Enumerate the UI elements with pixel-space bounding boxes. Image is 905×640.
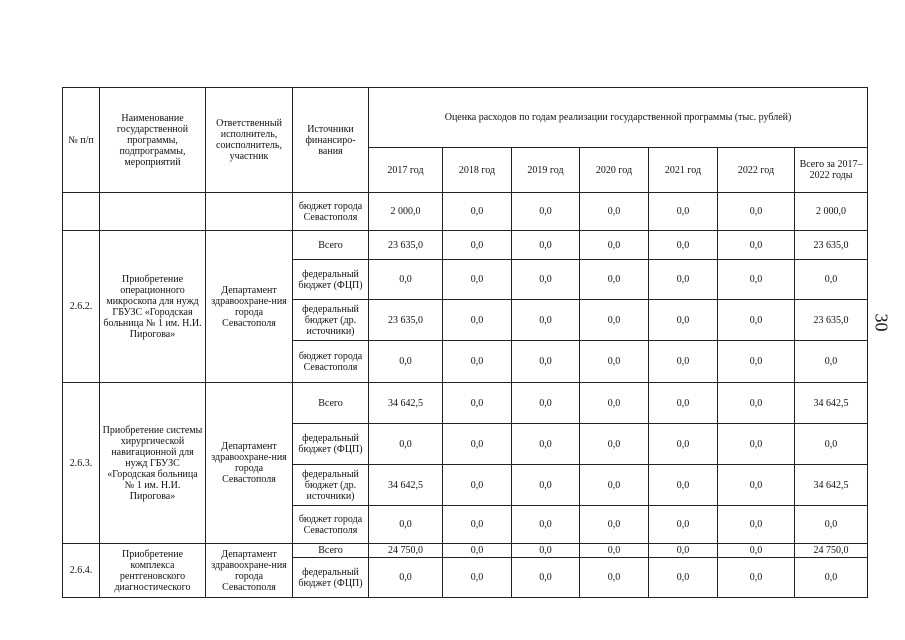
value-cell: 0,0 (649, 383, 718, 424)
source-cell: бюджет города Севастополя (293, 341, 369, 383)
value-cell: 0,0 (718, 465, 795, 506)
header-year: 2022 год (718, 148, 795, 193)
value-cell: 0,0 (580, 231, 649, 260)
value-cell: 0,0 (580, 300, 649, 341)
value-cell: 0,0 (649, 260, 718, 300)
header-name: Наименование государственной программы, подпрограммы, мероприятий (100, 88, 206, 193)
value-cell: 0,0 (512, 341, 580, 383)
value-cell: 23 635,0 (369, 231, 443, 260)
source-cell: федеральный бюджет (ФЦП) (293, 424, 369, 465)
value-cell: 0,0 (649, 424, 718, 465)
value-cell: 0,0 (443, 300, 512, 341)
value-cell: 0,0 (795, 260, 868, 300)
value-cell: 0,0 (580, 544, 649, 558)
header-year: 2021 год (649, 148, 718, 193)
value-cell: 0,0 (443, 341, 512, 383)
source-cell: Всего (293, 231, 369, 260)
table-row (63, 231, 868, 260)
value-cell: 0,0 (580, 465, 649, 506)
value-cell: 0,0 (580, 341, 649, 383)
value-cell: 0,0 (443, 424, 512, 465)
value-cell: 0,0 (443, 558, 512, 598)
value-cell: 0,0 (369, 424, 443, 465)
table-row (63, 383, 868, 424)
value-cell: 0,0 (443, 193, 512, 231)
value-cell: 0,0 (718, 300, 795, 341)
header-source: Источники финансиро-вания (293, 88, 369, 193)
value-cell: 0,0 (649, 231, 718, 260)
header-num: № п/п (63, 88, 100, 193)
value-cell: 0,0 (718, 544, 795, 558)
value-cell: 0,0 (580, 424, 649, 465)
responsible-cell: Департамент здравоохране-ния города Севастополя (206, 383, 293, 544)
value-cell: 34 642,5 (795, 383, 868, 424)
header-year: 2018 год (443, 148, 512, 193)
value-cell: 0,0 (443, 260, 512, 300)
value-cell: 0,0 (512, 424, 580, 465)
value-cell: 0,0 (580, 506, 649, 544)
value-cell: 0,0 (718, 383, 795, 424)
page-number: 30 (871, 313, 892, 332)
name-cell: Приобретение системы хирургической навигационной для нужд ГБУЗС «Городская больница № 1 им. Н.И. Пирогова» (100, 383, 206, 544)
value-cell: 0,0 (795, 558, 868, 598)
value-cell: 0,0 (512, 231, 580, 260)
value-cell: 0,0 (649, 193, 718, 231)
value-cell: 23 635,0 (369, 300, 443, 341)
header-responsible: Ответственный исполнитель, соисполнитель, участник (206, 88, 293, 193)
value-cell: 0,0 (649, 341, 718, 383)
value-cell: 0,0 (718, 506, 795, 544)
value-cell: 0,0 (649, 465, 718, 506)
source-cell: Всего (293, 383, 369, 424)
value-cell: 34 642,5 (795, 465, 868, 506)
table-row (63, 193, 868, 231)
source-cell: федеральный бюджет (др. источники) (293, 300, 369, 341)
value-cell: 34 642,5 (369, 383, 443, 424)
value-cell: 0,0 (580, 558, 649, 598)
value-cell: 0,0 (580, 193, 649, 231)
value-cell: 24 750,0 (369, 544, 443, 558)
value-cell: 0,0 (512, 558, 580, 598)
value-cell: 0,0 (512, 193, 580, 231)
budget-table (62, 87, 868, 598)
value-cell: 34 642,5 (369, 465, 443, 506)
header-year: 2019 год (512, 148, 580, 193)
value-cell: 0,0 (443, 506, 512, 544)
header-row (63, 88, 868, 148)
value-cell: 2 000,0 (795, 193, 868, 231)
value-cell: 0,0 (649, 300, 718, 341)
source-cell: бюджет города Севастополя (293, 193, 369, 231)
num-cell: 2.6.3. (63, 383, 100, 544)
value-cell: 0,0 (512, 300, 580, 341)
value-cell: 0,0 (718, 558, 795, 598)
value-cell: 0,0 (512, 506, 580, 544)
value-cell: 24 750,0 (795, 544, 868, 558)
value-cell: 0,0 (369, 506, 443, 544)
name-cell: Приобретение комплекса рентгеновского диагностического (100, 544, 206, 598)
value-cell: 0,0 (369, 341, 443, 383)
num-cell: 2.6.2. (63, 231, 100, 383)
source-cell: Всего (293, 544, 369, 558)
value-cell: 0,0 (512, 260, 580, 300)
value-cell: 23 635,0 (795, 231, 868, 260)
responsible-cell: Департамент здравоохране-ния города Севастополя (206, 544, 293, 598)
value-cell: 0,0 (369, 260, 443, 300)
value-cell: 0,0 (512, 383, 580, 424)
responsible-cell: Департамент здравоохране-ния города Севастополя (206, 231, 293, 383)
table-row (63, 544, 868, 558)
source-cell: бюджет города Севастополя (293, 506, 369, 544)
header-year: 2017 год (369, 148, 443, 193)
value-cell: 0,0 (795, 341, 868, 383)
source-cell: федеральный бюджет (др. источники) (293, 465, 369, 506)
header-year: 2020 год (580, 148, 649, 193)
value-cell: 0,0 (649, 544, 718, 558)
value-cell: 0,0 (443, 544, 512, 558)
value-cell: 23 635,0 (795, 300, 868, 341)
name-cell (100, 193, 206, 231)
value-cell: 0,0 (580, 260, 649, 300)
value-cell: 0,0 (512, 544, 580, 558)
value-cell: 0,0 (795, 506, 868, 544)
num-cell (63, 193, 100, 231)
value-cell: 0,0 (718, 260, 795, 300)
value-cell: 0,0 (443, 465, 512, 506)
value-cell: 0,0 (718, 193, 795, 231)
header-estimate: Оценка расходов по годам реализации государственной программы (тыс. рублей) (369, 88, 868, 148)
value-cell: 2 000,0 (369, 193, 443, 231)
value-cell: 0,0 (649, 558, 718, 598)
value-cell: 0,0 (580, 383, 649, 424)
header-total: Всего за 2017–2022 годы (795, 148, 868, 193)
value-cell: 0,0 (718, 424, 795, 465)
source-cell: федеральный бюджет (ФЦП) (293, 260, 369, 300)
value-cell: 0,0 (512, 465, 580, 506)
value-cell: 0,0 (718, 341, 795, 383)
value-cell: 0,0 (718, 231, 795, 260)
value-cell: 0,0 (369, 558, 443, 598)
responsible-cell (206, 193, 293, 231)
num-cell: 2.6.4. (63, 544, 100, 598)
value-cell: 0,0 (443, 231, 512, 260)
source-cell: федеральный бюджет (ФЦП) (293, 558, 369, 598)
value-cell: 0,0 (443, 383, 512, 424)
value-cell: 0,0 (649, 506, 718, 544)
value-cell: 0,0 (795, 424, 868, 465)
name-cell: Приобретение операционного микроскопа для нужд ГБУЗС «Городская больница № 1 им. Н.И. Пирогова» (100, 231, 206, 383)
